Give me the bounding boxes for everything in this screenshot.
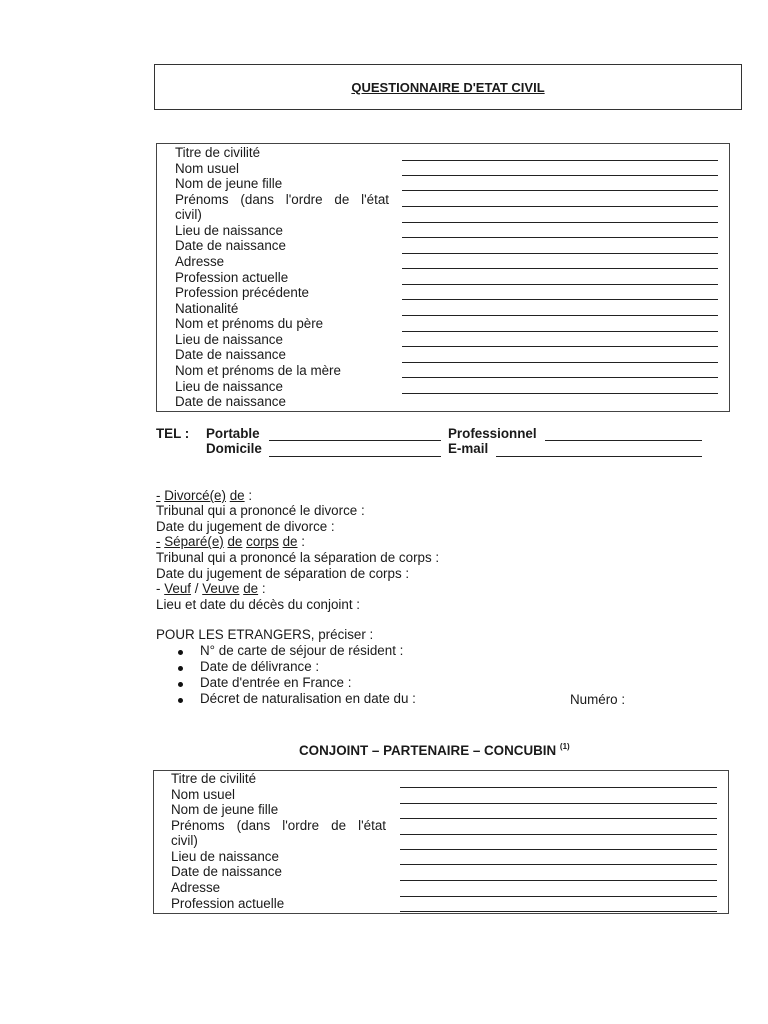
- field-label: Titre de civilité: [171, 771, 257, 786]
- field-label: Nom de jeune fille: [171, 802, 279, 817]
- blank-line[interactable]: [400, 803, 717, 804]
- blank-line[interactable]: [402, 315, 718, 316]
- blank-line[interactable]: [400, 787, 717, 788]
- field-label: Lieu de naissance: [175, 332, 283, 347]
- etrangers-heading: POUR LES ETRANGERS, préciser :: [156, 627, 374, 642]
- field-label: Titre de civilité: [175, 145, 261, 160]
- blank-line[interactable]: [402, 190, 718, 191]
- field-label: Nom et prénoms du père: [175, 316, 324, 331]
- field-label: Lieu de naissance: [171, 849, 279, 864]
- conjoint-heading: CONJOINT – PARTENAIRE – CONCUBIN $^{(1)}$: [299, 742, 570, 758]
- field-label: Adresse: [171, 880, 221, 895]
- field-label: Date de naissance: [175, 394, 286, 409]
- blank-line[interactable]: [400, 880, 717, 881]
- field-label: Prénoms (dans l'ordre de l'état: [171, 818, 386, 833]
- blank-line[interactable]: [402, 377, 718, 378]
- blank-line[interactable]: [400, 834, 717, 835]
- field-label: Nationalité: [175, 301, 239, 316]
- blank-line[interactable]: [402, 346, 718, 347]
- blank-line[interactable]: [400, 896, 717, 897]
- blank-line[interactable]: [402, 206, 718, 207]
- blank-line[interactable]: [402, 160, 718, 161]
- domicile-line[interactable]: [269, 456, 441, 457]
- field-label: Profession actuelle: [175, 270, 289, 285]
- etrangers-item: N° de carte de séjour de résident :: [200, 643, 404, 658]
- veuf-heading: - Veuf / Veuve de :: [156, 581, 266, 596]
- field-label: Nom de jeune fille: [175, 176, 283, 191]
- domicile-label: Domicile: [206, 441, 262, 456]
- blank-line[interactable]: [400, 818, 717, 819]
- conjoint-form: [153, 770, 729, 914]
- field-label: civil): [171, 833, 198, 848]
- field-label: Profession actuelle: [171, 896, 285, 911]
- blank-line[interactable]: [402, 299, 718, 300]
- bullet-icon: [178, 698, 183, 703]
- field-label: Profession précédente: [175, 285, 309, 300]
- page-title: QUESTIONNAIRE D'ETAT CIVIL: [351, 80, 545, 95]
- blank-line[interactable]: [402, 222, 718, 223]
- blank-line[interactable]: [402, 175, 718, 176]
- field-label: Date de naissance: [171, 864, 282, 879]
- professionnel-line[interactable]: [545, 440, 702, 441]
- field-label: Nom usuel: [175, 161, 240, 176]
- divorce-date: Date du jugement de divorce :: [156, 519, 335, 534]
- identity-form: [156, 143, 730, 412]
- portable-line[interactable]: [269, 440, 441, 441]
- veuf-deces: Lieu et date du décès du conjoint :: [156, 597, 360, 612]
- etrangers-item: Date de délivrance :: [200, 659, 320, 674]
- blank-line[interactable]: [400, 864, 717, 865]
- separe-date: Date du jugement de séparation de corps :: [156, 566, 410, 581]
- email-line[interactable]: [496, 456, 702, 457]
- blank-line[interactable]: [402, 253, 718, 254]
- bullet-icon: [178, 666, 183, 671]
- blank-line[interactable]: [400, 911, 717, 912]
- field-label: Adresse: [175, 254, 225, 269]
- professionnel-label: Professionnel: [448, 426, 537, 441]
- field-label: Lieu de naissance: [175, 379, 283, 394]
- footnote-marker: (1): [559, 742, 570, 751]
- etrangers-item: Décret de naturalisation en date du :: [200, 691, 416, 706]
- blank-line[interactable]: [402, 284, 718, 285]
- field-label: civil): [175, 207, 202, 222]
- divorce-heading: - Divorcé(e) de :: [156, 488, 253, 503]
- bullet-icon: [178, 650, 183, 655]
- divorce-tribunal: Tribunal qui a prononcé le divorce :: [156, 503, 365, 518]
- blank-line[interactable]: [402, 362, 718, 363]
- separe-tribunal: Tribunal qui a prononcé la séparation de corps :: [156, 550, 440, 565]
- separe-heading: - Séparé(e) de corps de :: [156, 534, 305, 549]
- blank-line[interactable]: [402, 237, 718, 238]
- field-label: Nom et prénoms de la mère: [175, 363, 341, 378]
- title-box: [154, 64, 742, 110]
- email-label: E-mail: [448, 441, 489, 456]
- blank-line[interactable]: [402, 331, 718, 332]
- field-label: Date de naissance: [175, 347, 286, 362]
- field-label: Date de naissance: [175, 238, 286, 253]
- tel-label: TEL :: [156, 426, 190, 441]
- field-label: Prénoms (dans l'ordre de l'état: [175, 192, 389, 207]
- bullet-icon: [178, 682, 183, 687]
- numero-label: Numéro :: [570, 692, 626, 707]
- etrangers-item: Date d'entrée en France :: [200, 675, 352, 690]
- portable-label: Portable: [206, 426, 260, 441]
- field-label: Lieu de naissance: [175, 223, 283, 238]
- blank-line[interactable]: [402, 268, 718, 269]
- blank-line[interactable]: [400, 849, 717, 850]
- field-label: Nom usuel: [171, 787, 236, 802]
- blank-line[interactable]: [402, 393, 718, 394]
